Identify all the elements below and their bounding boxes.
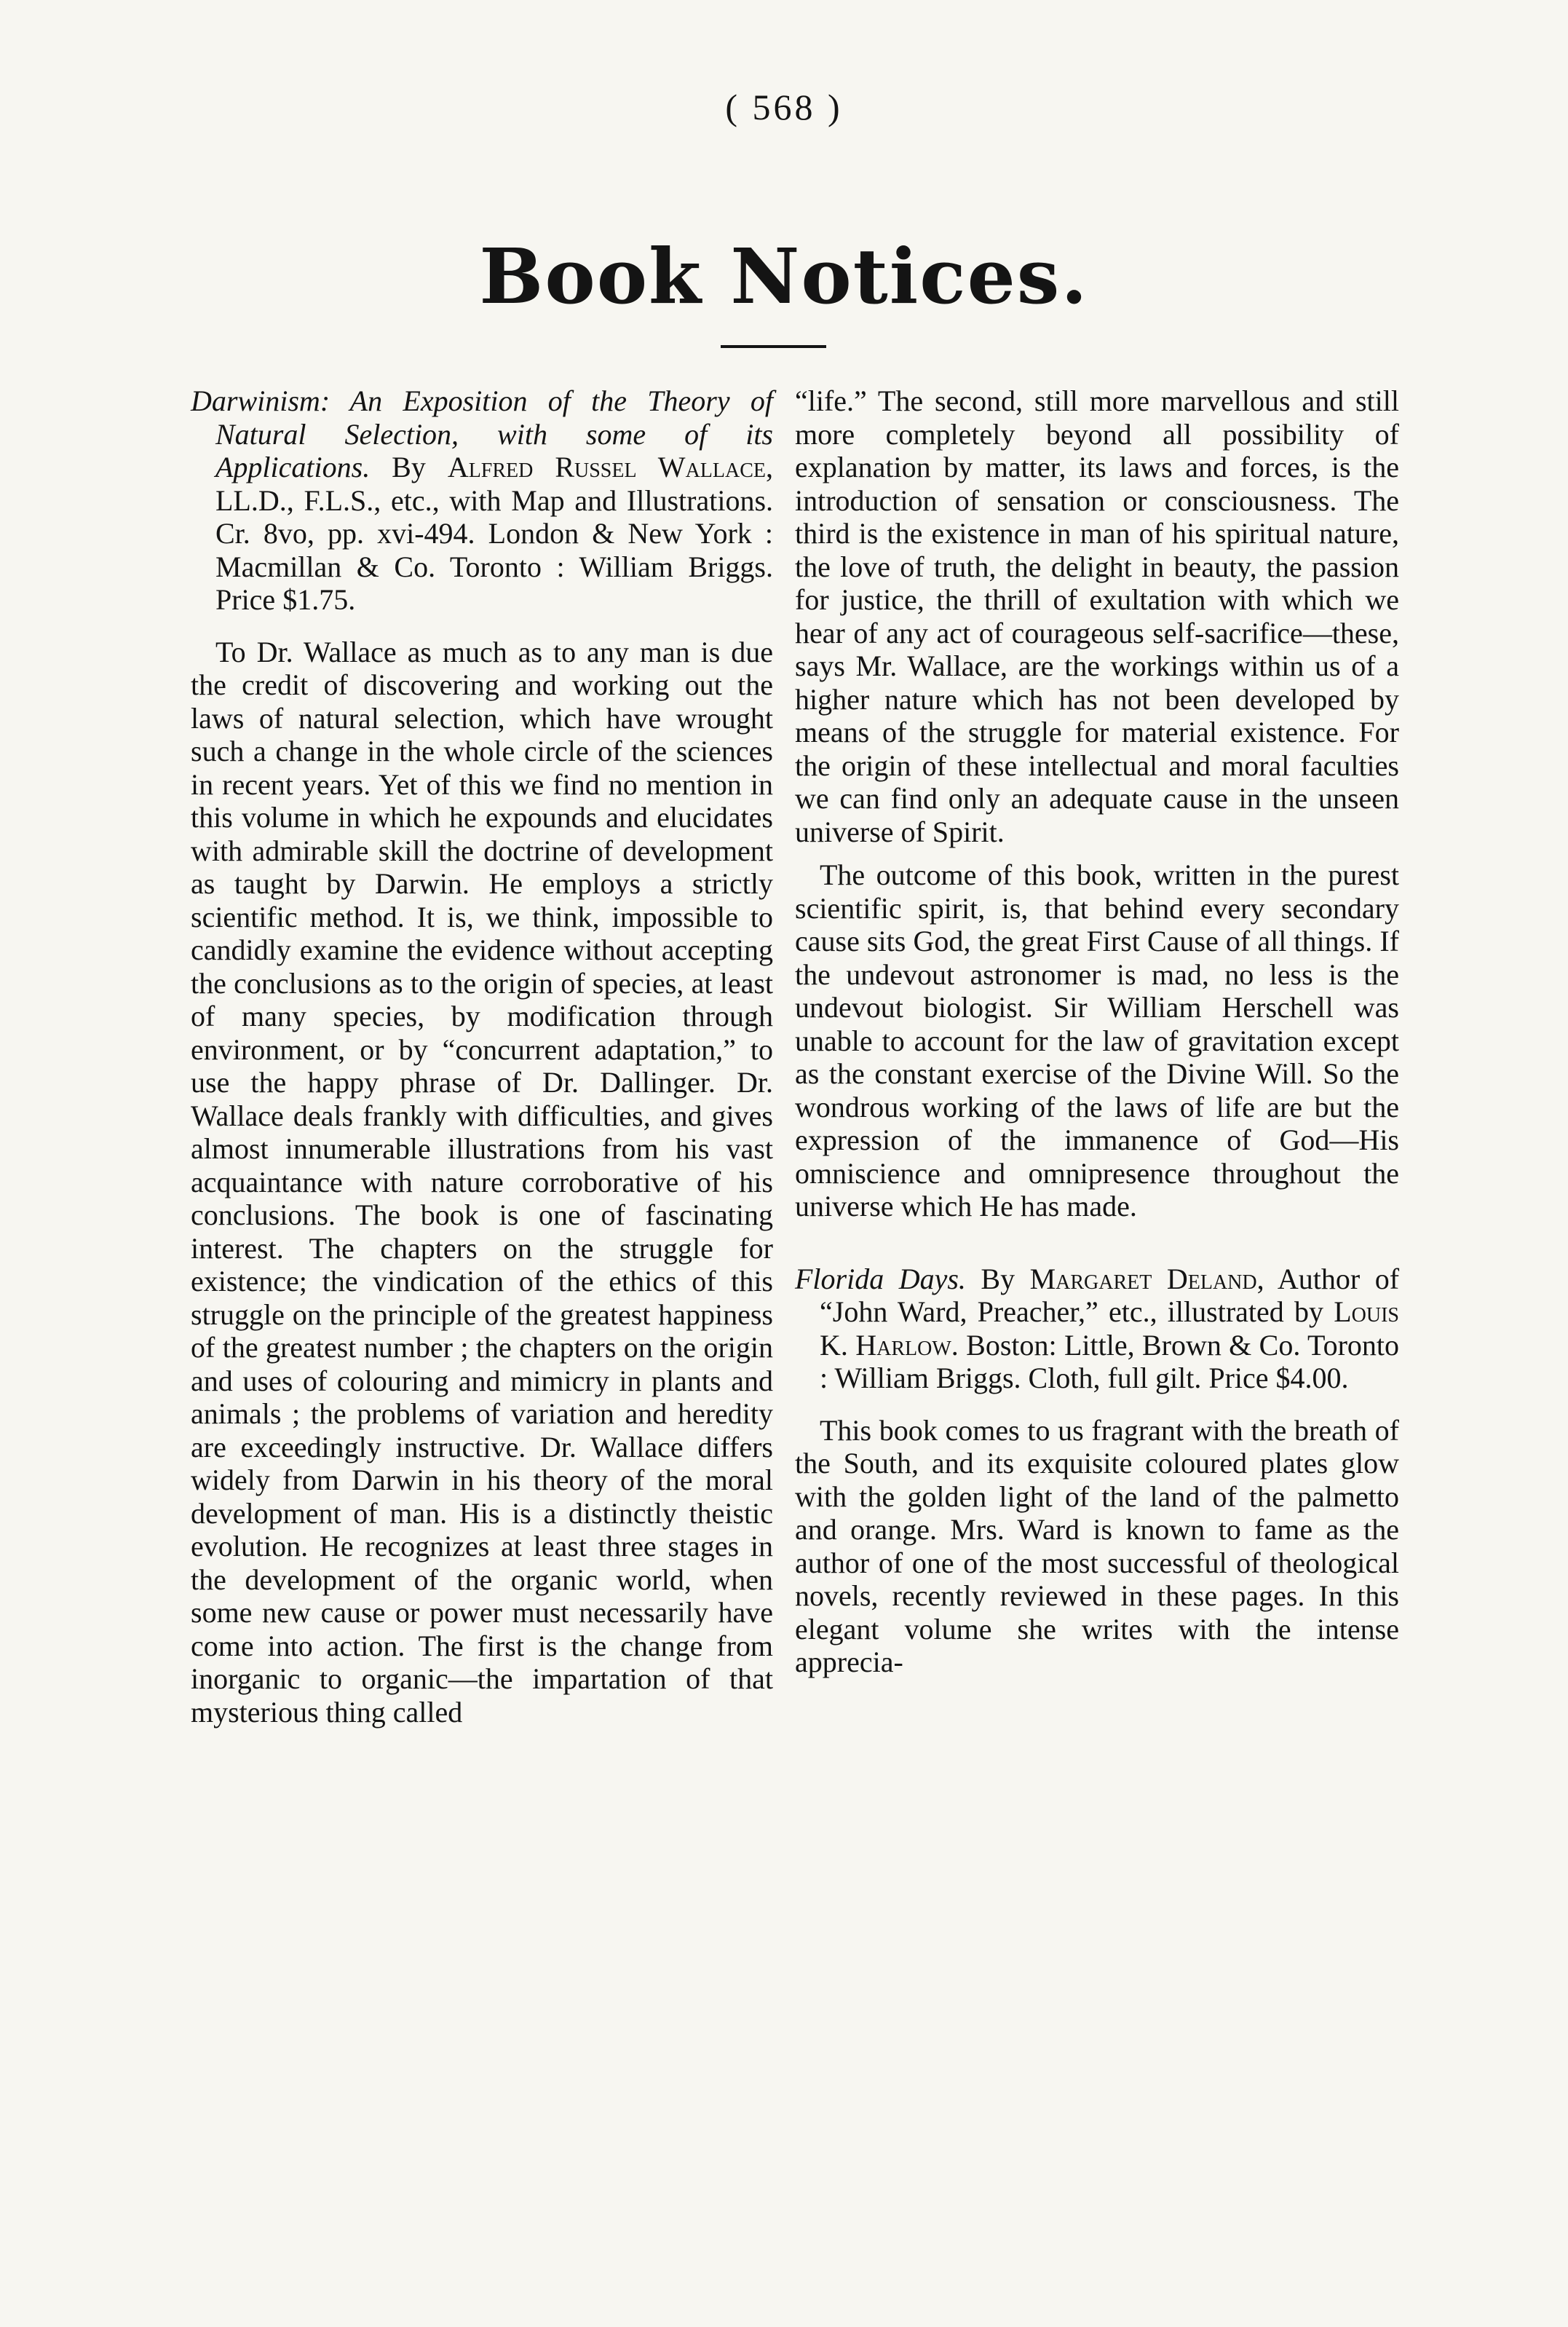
notice-1-by: By	[392, 451, 426, 483]
notice-2-details-2: Boston: Little, Brown & Co. Toronto : William Briggs. Cloth, full gilt. Price $4.00.	[820, 1328, 1400, 1394]
notice-1-details: etc., with Map and Illustrations. Cr. 8vo, pp. xvi-494. London & New York : Macmillan & Co. Toronto : William Briggs. Price $1.75.	[215, 483, 774, 616]
title-rule	[721, 345, 826, 348]
notice-1-paragraph-1-continued: “life.” The second, still more marvellous and still more completely beyond all possibility of explanation by matter, its laws and forces, is the introduction of sensation or consciousness. The third is the existence in man of his spiritual nature, the love of truth, the delight in beauty, the passion for justice, the thrill of exultation with which we hear of any act of courageous self-sacrifice—these, says Mr. Wallace, are the workings within us of a higher nature which has not been developed by means of the struggle for material existence. For the origin of these intellectual and moral faculties we can find only an adequate cause in the unseen universe of Spirit.	[795, 384, 1399, 848]
notice-1-title: Darwinism: An Exposition of the Theory of Natural Selection, with some of its Applications.	[191, 384, 773, 483]
left-column	[191, 384, 773, 1739]
notice-2-heading	[795, 1263, 1399, 1395]
notice-2-paragraph-1: This book comes to us fragrant with the breath of the South, and its exquisite coloured plates glow with the golden light of the land of the palmetto and orange. Mrs. Ward is known to fame as the author of one of the most successful of theological novels, recently reviewed in these pages. In this elegant volume she writes with the intense apprecia-	[795, 1413, 1399, 1678]
notice-1-author: Alfred Russel Wallace, LL.D., F.L.S.,	[215, 451, 773, 517]
notice-separator	[795, 1233, 1399, 1263]
notice-1-paragraph-1: To Dr. Wallace as much as to any man is due the credit of discovering and working out the laws of natural selection, which have wrought such a change in the whole circle of the sciences in recent years. Yet of this we find no mention in this volume in which he expounds and elucidates with admirable skill the doctrine of development as taught by Darwin. He employs a strictly scientific method. It is, we think, impossible to candidly examine the evidence without accepting the conclusions as to the origin of species, at least of many species, by modification through environment, or by “concurrent adaptation,” to use the happy phrase of Dr. Dallinger. Dr. Wallace deals frankly with difficulties, and gives almost innumerable illustrations from his vast acquaintance with nature corroborative of his conclusions. The book is one of fascinating interest. The chapters on the struggle for existence; the vindication of the ethics of this struggle on the principle of the greatest happiness of the greatest number ; the chapters on the origin and uses of colouring and mimicry in plants and animals ; the problems of variation and heredity are exceedingly instructive. Dr. Wallace differs widely from Darwin in his theory of the moral development of man. His is a distinctly theistic evolution. He recognizes at least three stages in the development of the organic world, when some new cause or power must necessarily have come into action. The first is the change from inorganic to organic—the impartation of that mysterious thing called	[191, 635, 773, 1729]
section-title: Book Notices.	[479, 232, 1089, 321]
notice-2-by: By	[981, 1262, 1015, 1295]
page-number: ( 568 )	[725, 87, 843, 127]
right-column	[795, 384, 1399, 1689]
notice-2-illustrator: Louis K. Harlow.	[820, 1295, 1400, 1362]
notice-1-heading	[191, 384, 773, 617]
notice-2-author: Margaret Deland,	[1029, 1262, 1264, 1295]
notice-2-title: Florida Days.	[795, 1262, 966, 1295]
notice-1-paragraph-2: The outcome of this book, written in the purest scientific spirit, is, that behind every secondary cause sits God, the great First Cause of all things. If the undevout astronomer is mad, no less is the undevout biologist. Sir William Herschell was unable to account for the law of gravitation except as the constant exercise of the Divine Will. So the wondrous working of the laws of life are but the expression of the immanence of God—His omniscience and omnipresence throughout the universe which He has made.	[795, 858, 1399, 1222]
notice-2-details-1: Author of “John Ward, Preacher,” etc., illustrated by	[820, 1262, 1400, 1328]
